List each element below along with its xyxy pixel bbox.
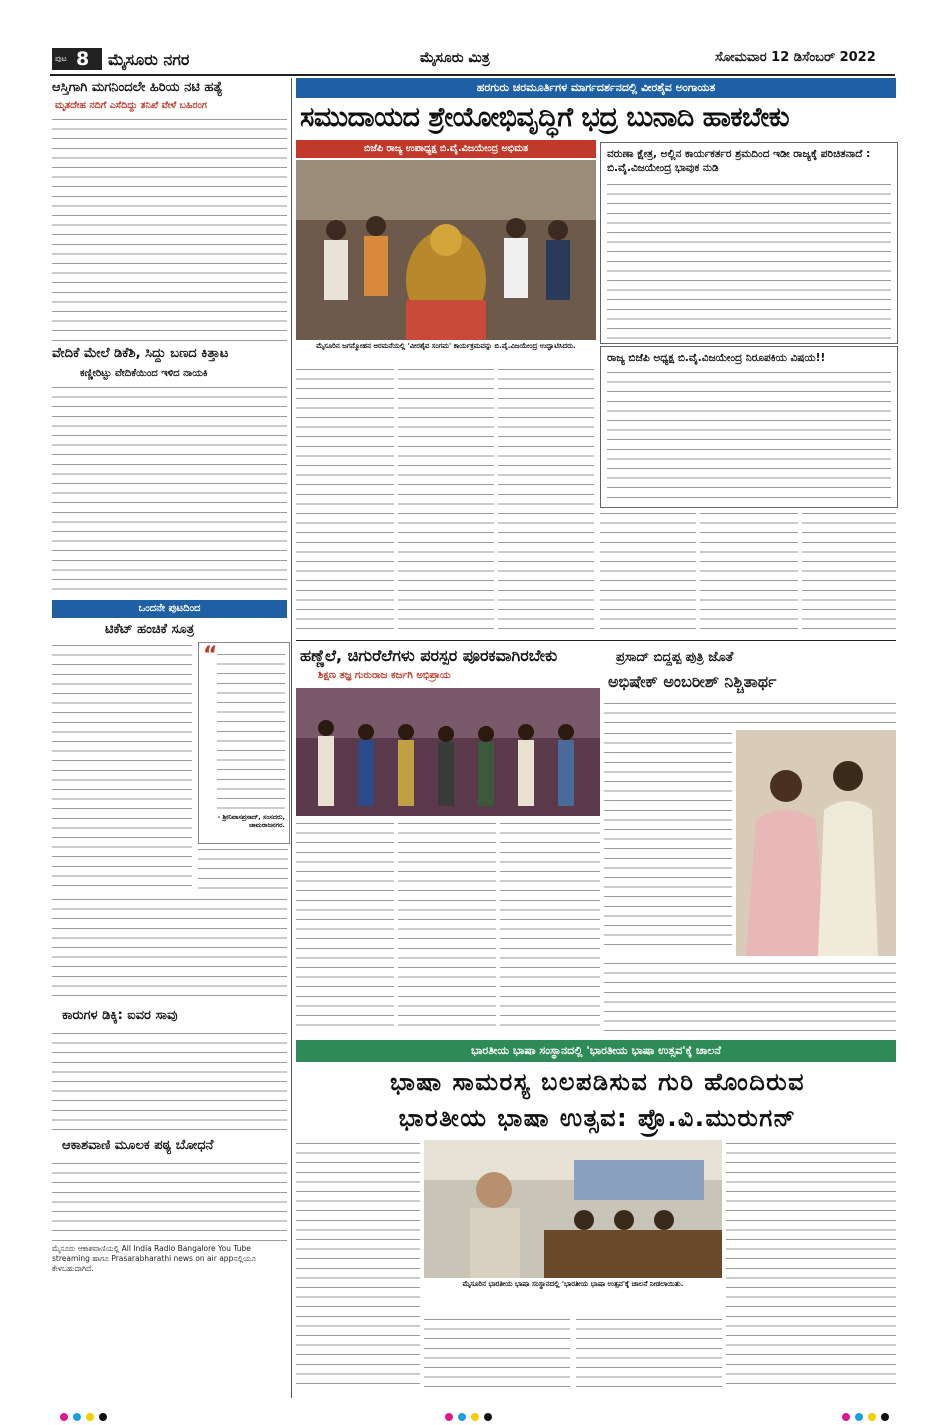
bottom-headline-line1: ಭಾಷಾ ಸಾಮರಸ್ಯ ಬಲಪಡಿಸುವ ಗುರಿ ಹೊಂದಿರುವ [389, 1068, 806, 1096]
lead-photo [296, 160, 596, 340]
side2-headline: ರಾಜ್ಯ ಬಿಜೆಪಿ ಅಧ್ಯಕ್ಷ ಬಿ.ವೈ.ವಿಜಯೇಂದ್ರ ನಿರೂಪಕಿಯ ವಿಷಯ!! [607, 352, 826, 364]
bottom-body-col1 [296, 1140, 420, 1392]
side2-body [607, 369, 891, 503]
lead-body-col6 [802, 510, 896, 634]
story3-body-bottom [52, 896, 287, 1004]
side1-body [607, 181, 891, 339]
bottom-body-col2 [424, 1316, 570, 1392]
story3-headline: ಟಿಕೆಟ್ ಹಂಚಿಕೆ ಸೂತ್ರ [105, 622, 195, 637]
lead-caption: ಮೈಸೂರಿನ ಜಗನ್ಮೋಹನ ಅರಮನೆಯಲ್ಲಿ 'ವೀರಶೈವ ಸಂಗಮ' ಕಾರ್ಯಕ್ರಮವನ್ನು ಬಿ.ವೈ.ವಿಜಯೇಂದ್ರ ಉದ್ಘಾಟಿಸಿದರು. [316, 342, 576, 350]
mid-left-body-col2 [398, 820, 496, 1034]
bottom-body-col4 [726, 1140, 896, 1392]
story2-body [52, 384, 287, 596]
lead-subhead-box [296, 140, 596, 158]
lead-bottom-rule [296, 640, 896, 641]
mid-left-subhead: ಶಿಕ್ಷಣ ತಜ್ಞ ಗುರುರಾಜ ಕರ್ಜಗಿ ಅಭಿಪ್ರಾಯ [318, 670, 451, 681]
lead-body-col2 [398, 366, 494, 634]
story1-headline: ಆಸ್ತಿಗಾಗಿ ಮಗನಿಂದಲೇ ಹಿರಿಯ ನಟಿ ಹತ್ಯೆ [52, 80, 223, 95]
page-label: ಪುಟ [55, 54, 67, 63]
couple-photo [736, 730, 896, 956]
story5-footer: ಮೈಸೂರು ಆಕಾಶವಾಣಿಯಲ್ಲಿ All India Radio Bangalore You Tube streaming ಹಾಗೂ Prasarabharathi news on air appನಲ್ಲಿಯೂ ಕೇಳಬಹುದಾಗಿದೆ. [52, 1244, 256, 1273]
story1-body [52, 116, 287, 342]
masthead-rule [50, 74, 895, 76]
lead-subhead: ಬಿಜೆಪಿ ರಾಜ್ಯ ಉಪಾಧ್ಯಕ್ಷ ಬಿ.ವೈ.ವಿಜಯೇಂದ್ರ ಅಭಿಮತ [363, 143, 529, 154]
story2-headline: ವೇದಿಕೆ ಮೇಲೆ ಡಿಕೆಶಿ, ಸಿದ್ದು ಬಣದ ಕಿತ್ತಾಟ [52, 346, 229, 361]
mid-left-photo [296, 688, 600, 816]
story5-body [52, 1160, 287, 1244]
bottom-body-col3 [576, 1316, 722, 1392]
registration-marks-center [445, 1406, 497, 1425]
story5-headline: ಆಕಾಶವಾಣಿ ಮೂಲಕ ಪಠ್ಯ ಬೋಧನೆ [62, 1138, 214, 1153]
story4-headline: ಕಾರುಗಳ ಡಿಕ್ಕಿ: ಐವರ ಸಾವು [62, 1008, 178, 1023]
continued-banner-label: ಒಂದನೇ ಪುಟದಿಂದ [138, 603, 201, 614]
mid-right-body-left [604, 730, 732, 954]
lead-body-col4 [600, 510, 696, 634]
issue-date: ಸೋಮವಾರ 12 ಡಿಸೆಂಬರ್ 2022 [715, 50, 876, 65]
mid-left-photo-illustration [296, 688, 600, 816]
quote-text [217, 651, 285, 811]
pull-quote-box [198, 642, 290, 844]
lead-kicker-banner [296, 78, 896, 98]
bottom-kicker-banner [296, 1040, 896, 1062]
lead-body-col1 [296, 366, 394, 634]
mid-right-headline: ಅಭಿಷೇಕ್ ಅಂಬರೀಶ್ ನಿಶ್ಚಿತಾರ್ಥ [608, 672, 777, 691]
story2-subhead: ಕಣ್ಣೀರಿಟ್ಟು ವೇದಿಕೆಯಿಂದ ಇಳಿದ ನಾಯಕಿ [80, 368, 208, 379]
story3-body-right [198, 846, 288, 892]
lead-body-col5 [700, 510, 798, 634]
story1-subhead: ಮೃತದೇಹ ನದಿಗೆ ಎಸೆದಿದ್ದು ತನಿಖೆ ವೇಳೆ ಬಹಿರಂಗ [55, 100, 207, 111]
side2-box [600, 346, 898, 508]
mid-right-box [604, 646, 896, 1034]
mid-left-headline: ಹಣ್ಣೆಲೆ, ಚಿಗುರೆಲೆಗಳು ಪರಸ್ಪರ ಪೂರಕವಾಗಿರಬೇಕು [300, 646, 558, 665]
bottom-kicker: ಭಾರತೀಯ ಭಾಷಾ ಸಂಸ್ಥಾನದಲ್ಲಿ 'ಭಾರತೀಯ ಭಾಷಾ ಉತ್ಸವ'ಕ್ಕೆ ಚಾಲನೆ [471, 1044, 721, 1057]
paper-name: ಮೈಸೂರು ಮಿತ್ರ [420, 50, 490, 66]
side1-box [600, 142, 898, 344]
section-name: ಮೈಸೂರು ನಗರ [108, 50, 190, 69]
registration-marks-left [60, 1406, 112, 1425]
lead-photo-illustration [296, 160, 596, 340]
mid-right-body-bottom [604, 960, 896, 1032]
story3-body-left [52, 642, 192, 892]
side1-headline: ವರುಣಾ ಕ್ಷೇತ್ರ, ಅಲ್ಲಿನ ಕಾರ್ಯಕರ್ತರ ಶ್ರಮದಿಂದ ಇಡೀ ರಾಜ್ಯಕ್ಕೆ ಪರಿಚಿತನಾದೆ : ಬಿ.ವೈ.ವಿಜಯೇಂದ್ರ ಭಾವುಕ ನುಡಿ [607, 148, 871, 174]
bottom-caption: ಮೈಸೂರಿನ ಭಾರತೀಯ ಭಾಷಾ ಸಂಸ್ಥಾನದಲ್ಲಿ 'ಭಾರತೀಯ ಭಾಷಾ ಉತ್ಸವ'ಕ್ಕೆ ಚಾಲನೆ ನೀಡಲಾಯಿತು. [462, 1280, 684, 1288]
mid-right-kicker: ಪ್ರಸಾದ್ ಬಿದ್ದಪ್ಪ ಪುತ್ರಿ ಜೊತೆ [616, 650, 734, 665]
registration-marks-right [842, 1406, 894, 1425]
lead-body-col3 [498, 366, 594, 634]
mid-right-body-top [604, 700, 896, 726]
page-number: 8 [76, 48, 90, 70]
page-number-box [52, 48, 102, 70]
column-divider [291, 78, 292, 1398]
quote-mark-icon: “ [203, 643, 218, 668]
lead-headline: ಸಮುದಾಯದ ಶ್ರೇಯೋಭಿವೃದ್ಧಿಗೆ ಭದ್ರ ಬುನಾದಿ ಹಾಕಬೇಕು [300, 102, 790, 133]
lead-kicker: ಹರಗುರು ಚರಮೂರ್ತಿಗಳ ಮಾರ್ಗದರ್ಶನದಲ್ಲಿ ವೀರಶೈವ ಅಂಗಾಯತ [476, 81, 716, 94]
bottom-headline-line2: ಭಾರತೀಯ ಭಾಷಾ ಉತ್ಸವ: ಪ್ರೊ.ವಿ.ಮುರುಗನ್ [398, 1104, 797, 1132]
quote-attribution: - ಶ್ರೀನಿವಾಸಪ್ರಸಾದ್, ಸಂಸದರು, ಚಾಮರಾಜನಗರ. [217, 813, 285, 829]
couple-photo-illustration [736, 730, 896, 956]
mid-left-body-col3 [500, 820, 600, 1034]
mid-left-body-col1 [296, 820, 394, 1034]
bottom-photo-illustration [424, 1140, 722, 1278]
story4-body [52, 1030, 287, 1134]
continued-banner [52, 600, 287, 618]
bottom-photo [424, 1140, 722, 1278]
